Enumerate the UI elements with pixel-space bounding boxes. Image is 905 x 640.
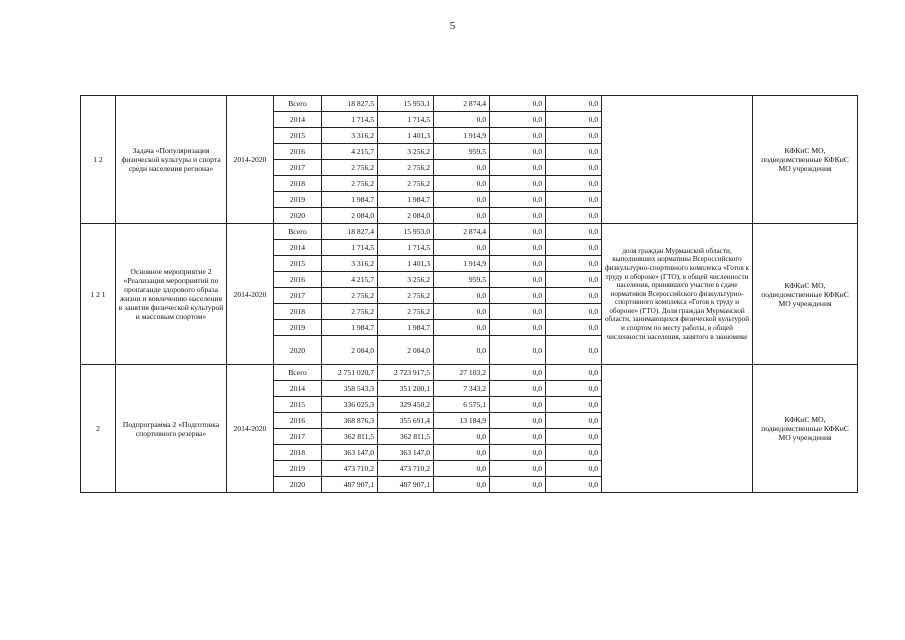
year-cell: 2014 bbox=[274, 240, 322, 256]
other-sources-cell: 0,0 bbox=[546, 208, 602, 224]
item-name: Основное мероприятие 2 «Реализация мероприятий по пропаганде здорового образа жизни и вовлечению населения в занятия физической культурой и массовым спортом» bbox=[116, 224, 227, 365]
indicator-cell: доля граждан Мурманской области, выполнивших нормативы Всероссийского физкультурно-спортивного комплекса «Готов к труду и обороне» (ГТО), в общей численности населения, принявшего участие в сдаче нормативов Всероссийского физкультурно-спортивного комплекса «Готов к труду и обороне» (ГТО). Доля граждан Мурманской области, занимающихся физической культурой и спортом по месту работы, в общей численности населения, занятого в экономике bbox=[602, 224, 753, 365]
other-sources-cell: 0,0 bbox=[546, 240, 602, 256]
local-budget-cell: 0,0 bbox=[490, 256, 546, 272]
regional-budget-cell: 1 401,3 bbox=[378, 128, 434, 144]
regional-budget-cell: 3 256,2 bbox=[378, 272, 434, 288]
federal-budget-cell: 0,0 bbox=[434, 320, 490, 336]
year-cell: 2018 bbox=[274, 445, 322, 461]
local-budget-cell: 0,0 bbox=[490, 429, 546, 445]
regional-budget-cell: 2 723 917,5 bbox=[378, 365, 434, 381]
federal-budget-cell: 0,0 bbox=[434, 160, 490, 176]
item-name: Задача «Популяризация физической культуры и спорта среди населения региона» bbox=[116, 96, 227, 224]
regional-budget-cell: 2 756,2 bbox=[378, 288, 434, 304]
total-cell: 18 827,5 bbox=[322, 96, 378, 112]
year-cell: 2016 bbox=[274, 272, 322, 288]
other-sources-cell: 0,0 bbox=[546, 365, 602, 381]
year-cell: 2015 bbox=[274, 128, 322, 144]
local-budget-cell: 0,0 bbox=[490, 397, 546, 413]
total-cell: 473 710,2 bbox=[322, 461, 378, 477]
federal-budget-cell: 0,0 bbox=[434, 477, 490, 493]
item-number: 2 bbox=[81, 365, 116, 493]
local-budget-cell: 0,0 bbox=[490, 208, 546, 224]
total-cell: 3 316,2 bbox=[322, 256, 378, 272]
federal-budget-cell: 0,0 bbox=[434, 304, 490, 320]
other-sources-cell: 0,0 bbox=[546, 144, 602, 160]
regional-budget-cell: 1 984,7 bbox=[378, 192, 434, 208]
regional-budget-cell: 2 756,2 bbox=[378, 176, 434, 192]
year-cell: 2020 bbox=[274, 477, 322, 493]
other-sources-cell: 0,0 bbox=[546, 461, 602, 477]
other-sources-cell: 0,0 bbox=[546, 128, 602, 144]
federal-budget-cell: 0,0 bbox=[434, 461, 490, 477]
local-budget-cell: 0,0 bbox=[490, 320, 546, 336]
indicator-cell bbox=[602, 365, 753, 493]
table-row bbox=[81, 224, 858, 240]
item-name: Подпрограмма 2 «Подготовка спортивного резерва» bbox=[116, 365, 227, 493]
other-sources-cell: 0,0 bbox=[546, 381, 602, 397]
federal-budget-cell: 2 874,4 bbox=[434, 224, 490, 240]
year-cell: Всего bbox=[274, 224, 322, 240]
regional-budget-cell: 473 710,2 bbox=[378, 461, 434, 477]
year-cell: 2016 bbox=[274, 413, 322, 429]
page-number: 5 bbox=[449, 20, 456, 32]
other-sources-cell: 0,0 bbox=[546, 304, 602, 320]
total-cell: 487 907,1 bbox=[322, 477, 378, 493]
total-cell: 358 543,3 bbox=[322, 381, 378, 397]
total-cell: 2 756,2 bbox=[322, 176, 378, 192]
total-cell: 363 147,0 bbox=[322, 445, 378, 461]
other-sources-cell: 0,0 bbox=[546, 256, 602, 272]
year-cell: 2019 bbox=[274, 192, 322, 208]
executor-cell: КФКиС МО, подведомственные КФКиС МО учреждения bbox=[753, 224, 858, 365]
local-budget-cell: 0,0 bbox=[490, 112, 546, 128]
other-sources-cell: 0,0 bbox=[546, 336, 602, 365]
total-cell: 2 756,2 bbox=[322, 160, 378, 176]
local-budget-cell: 0,0 bbox=[490, 272, 546, 288]
other-sources-cell: 0,0 bbox=[546, 112, 602, 128]
regional-budget-cell: 2 084,0 bbox=[378, 208, 434, 224]
year-cell: 2020 bbox=[274, 336, 322, 365]
year-cell: 2018 bbox=[274, 176, 322, 192]
federal-budget-cell: 959,5 bbox=[434, 144, 490, 160]
total-cell: 3 316,2 bbox=[322, 128, 378, 144]
regional-budget-cell: 1 401,3 bbox=[378, 256, 434, 272]
other-sources-cell: 0,0 bbox=[546, 160, 602, 176]
federal-budget-cell: 6 575,1 bbox=[434, 397, 490, 413]
total-cell: 1 984,7 bbox=[322, 320, 378, 336]
local-budget-cell: 0,0 bbox=[490, 144, 546, 160]
local-budget-cell: 0,0 bbox=[490, 160, 546, 176]
local-budget-cell: 0,0 bbox=[490, 413, 546, 429]
federal-budget-cell: 1 914,9 bbox=[434, 256, 490, 272]
regional-budget-cell: 329 450,2 bbox=[378, 397, 434, 413]
year-cell: 2017 bbox=[274, 160, 322, 176]
regional-budget-cell: 15 953,1 bbox=[378, 96, 434, 112]
total-cell: 1 984,7 bbox=[322, 192, 378, 208]
local-budget-cell: 0,0 bbox=[490, 381, 546, 397]
federal-budget-cell: 0,0 bbox=[434, 336, 490, 365]
federal-budget-cell: 959,5 bbox=[434, 272, 490, 288]
other-sources-cell: 0,0 bbox=[546, 192, 602, 208]
item-number: 1 2 bbox=[81, 96, 116, 224]
local-budget-cell: 0,0 bbox=[490, 336, 546, 365]
federal-budget-cell: 0,0 bbox=[434, 208, 490, 224]
total-cell: 368 876,3 bbox=[322, 413, 378, 429]
total-cell: 4 215,7 bbox=[322, 272, 378, 288]
local-budget-cell: 0,0 bbox=[490, 176, 546, 192]
total-cell: 336 025,3 bbox=[322, 397, 378, 413]
executor-cell: КФКиС МО, подведомственные КФКиС МО учреждения bbox=[753, 365, 858, 493]
year-cell: 2019 bbox=[274, 320, 322, 336]
other-sources-cell: 0,0 bbox=[546, 320, 602, 336]
regional-budget-cell: 362 811,5 bbox=[378, 429, 434, 445]
regional-budget-cell: 1 714,5 bbox=[378, 240, 434, 256]
year-cell: 2015 bbox=[274, 256, 322, 272]
federal-budget-cell: 0,0 bbox=[434, 288, 490, 304]
item-number: 1 2 1 bbox=[81, 224, 116, 365]
table-row bbox=[81, 96, 858, 112]
local-budget-cell: 0,0 bbox=[490, 477, 546, 493]
federal-budget-cell: 0,0 bbox=[434, 112, 490, 128]
other-sources-cell: 0,0 bbox=[546, 477, 602, 493]
total-cell: 2 756,2 bbox=[322, 288, 378, 304]
total-cell: 1 714,5 bbox=[322, 112, 378, 128]
year-cell: 2016 bbox=[274, 144, 322, 160]
indicator-cell bbox=[602, 96, 753, 224]
total-cell: 1 714,5 bbox=[322, 240, 378, 256]
year-cell: 2015 bbox=[274, 397, 322, 413]
local-budget-cell: 0,0 bbox=[490, 365, 546, 381]
other-sources-cell: 0,0 bbox=[546, 397, 602, 413]
federal-budget-cell: 7 343,2 bbox=[434, 381, 490, 397]
local-budget-cell: 0,0 bbox=[490, 224, 546, 240]
year-cell: 2019 bbox=[274, 461, 322, 477]
budget-table-body bbox=[81, 96, 858, 493]
year-cell: 2018 bbox=[274, 304, 322, 320]
federal-budget-cell: 0,0 bbox=[434, 176, 490, 192]
other-sources-cell: 0,0 bbox=[546, 413, 602, 429]
item-period: 2014-2020 bbox=[227, 365, 274, 493]
total-cell: 2 084,0 bbox=[322, 336, 378, 365]
year-cell: 2014 bbox=[274, 112, 322, 128]
total-cell: 4 215,7 bbox=[322, 144, 378, 160]
item-period: 2014-2020 bbox=[227, 96, 274, 224]
other-sources-cell: 0,0 bbox=[546, 429, 602, 445]
regional-budget-cell: 2 756,2 bbox=[378, 304, 434, 320]
total-cell: 362 811,5 bbox=[322, 429, 378, 445]
local-budget-cell: 0,0 bbox=[490, 445, 546, 461]
regional-budget-cell: 1 714,5 bbox=[378, 112, 434, 128]
other-sources-cell: 0,0 bbox=[546, 96, 602, 112]
regional-budget-cell: 2 756,2 bbox=[378, 160, 434, 176]
local-budget-cell: 0,0 bbox=[490, 96, 546, 112]
federal-budget-cell: 1 914,9 bbox=[434, 128, 490, 144]
regional-budget-cell: 1 984,7 bbox=[378, 320, 434, 336]
other-sources-cell: 0,0 bbox=[546, 288, 602, 304]
item-period: 2014-2020 bbox=[227, 224, 274, 365]
year-cell: Всего bbox=[274, 365, 322, 381]
table-row bbox=[81, 365, 858, 381]
local-budget-cell: 0,0 bbox=[490, 288, 546, 304]
year-cell: 2017 bbox=[274, 429, 322, 445]
federal-budget-cell: 0,0 bbox=[434, 445, 490, 461]
federal-budget-cell: 27 103,2 bbox=[434, 365, 490, 381]
year-cell: Всего bbox=[274, 96, 322, 112]
federal-budget-cell: 0,0 bbox=[434, 192, 490, 208]
year-cell: 2017 bbox=[274, 288, 322, 304]
total-cell: 2 756,2 bbox=[322, 304, 378, 320]
regional-budget-cell: 3 256,2 bbox=[378, 144, 434, 160]
federal-budget-cell: 0,0 bbox=[434, 429, 490, 445]
federal-budget-cell: 13 184,9 bbox=[434, 413, 490, 429]
local-budget-cell: 0,0 bbox=[490, 192, 546, 208]
other-sources-cell: 0,0 bbox=[546, 176, 602, 192]
federal-budget-cell: 0,0 bbox=[434, 240, 490, 256]
local-budget-cell: 0,0 bbox=[490, 128, 546, 144]
other-sources-cell: 0,0 bbox=[546, 445, 602, 461]
regional-budget-cell: 363 147,0 bbox=[378, 445, 434, 461]
year-cell: 2014 bbox=[274, 381, 322, 397]
local-budget-cell: 0,0 bbox=[490, 304, 546, 320]
other-sources-cell: 0,0 bbox=[546, 272, 602, 288]
total-cell: 18 827,4 bbox=[322, 224, 378, 240]
local-budget-cell: 0,0 bbox=[490, 240, 546, 256]
local-budget-cell: 0,0 bbox=[490, 461, 546, 477]
executor-cell: КФКиС МО, подведомственные КФКиС МО учреждения bbox=[753, 96, 858, 224]
federal-budget-cell: 2 874,4 bbox=[434, 96, 490, 112]
regional-budget-cell: 355 691,4 bbox=[378, 413, 434, 429]
regional-budget-cell: 2 084,0 bbox=[378, 336, 434, 365]
regional-budget-cell: 487 907,1 bbox=[378, 477, 434, 493]
other-sources-cell: 0,0 bbox=[546, 224, 602, 240]
total-cell: 2 751 020,7 bbox=[322, 365, 378, 381]
total-cell: 2 084,0 bbox=[322, 208, 378, 224]
regional-budget-cell: 15 953,0 bbox=[378, 224, 434, 240]
budget-table bbox=[80, 95, 858, 493]
regional-budget-cell: 351 200,1 bbox=[378, 381, 434, 397]
year-cell: 2020 bbox=[274, 208, 322, 224]
